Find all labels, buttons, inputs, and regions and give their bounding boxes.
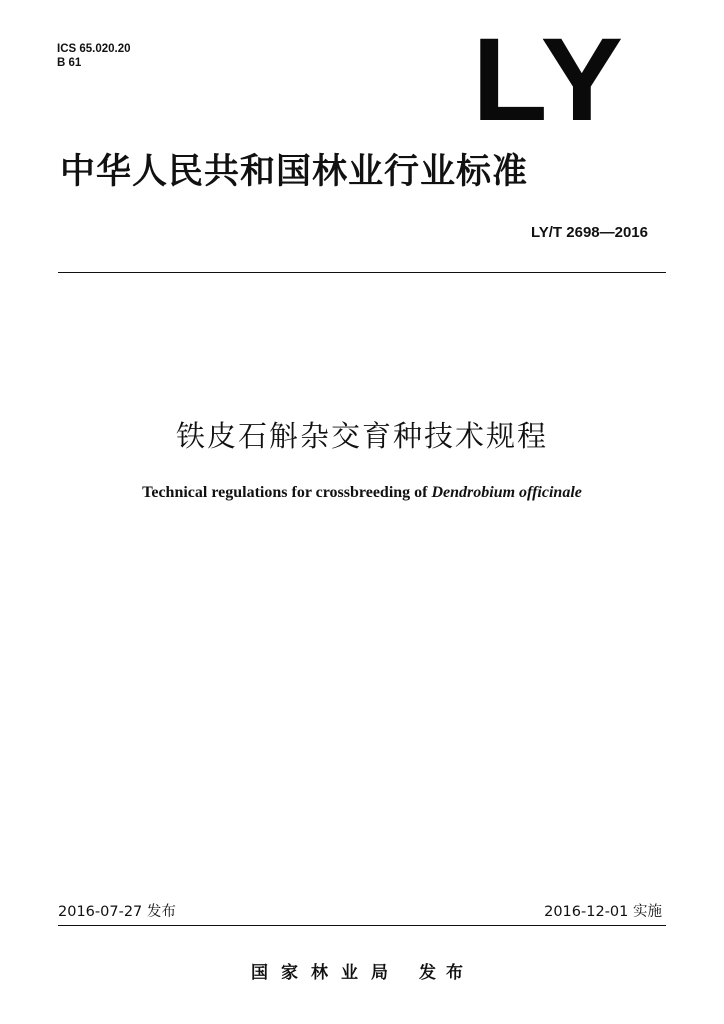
ics-code: ICS 65.020.20 (57, 43, 131, 55)
ly-logo: LY (472, 14, 628, 146)
standard-type-title: 中华人民共和国林业行业标准 (60, 152, 529, 192)
document-title-english (0, 482, 724, 504)
publisher-organization: 国家林业局 (251, 963, 401, 983)
standard-number: LY/T 2698—2016 (530, 224, 648, 241)
ccs-code: B 61 (57, 57, 82, 69)
publisher-line (0, 961, 724, 985)
issue-date: 2016-07-27 发布 (58, 904, 176, 920)
english-title-prefix: Technical regulations for crossbreeding of (142, 484, 432, 501)
classification-codes (57, 42, 131, 70)
footer-divider (58, 925, 666, 926)
english-title-species: Dendrobium officinale (431, 484, 582, 501)
document-title-chinese: 铁皮石斛杂交育种技术规程 (175, 419, 548, 453)
publisher-action: 发布 (419, 963, 473, 983)
implementation-date: 2016-12-01 实施 (544, 904, 662, 920)
header-divider (58, 272, 666, 273)
